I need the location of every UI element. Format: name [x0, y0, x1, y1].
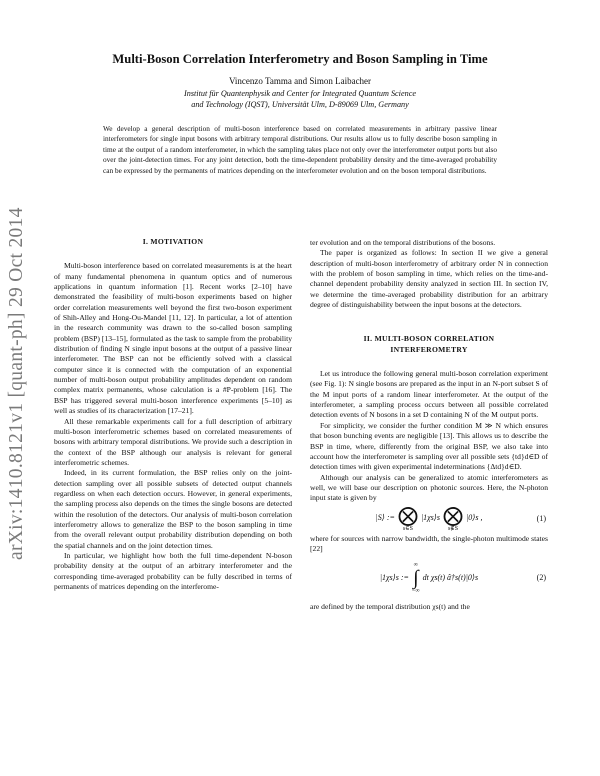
paragraph: ter evolution and on the temporal distributions of the bosons.: [310, 238, 496, 247]
equation-number: (1): [536, 513, 546, 523]
left-column: [54, 237, 292, 592]
eq1-tensor-product-2: ⨂ s∉S: [443, 504, 464, 532]
eq2-upper-limit: ∞: [413, 562, 418, 569]
affiliation-line-1: Institut für Quantenphysik and Center for Integrated Quantum Science: [184, 89, 416, 98]
eq1-sub-2: s∉S: [447, 525, 459, 532]
paper-authors: Vincenzo Tamma and Simon Laibacher: [228, 76, 372, 86]
paragraph: The paper is organized as follows: In section II we give a general description of multi-boson interferometry of arbitrary order N in connection with the problem of boson sampling in time, which relies on the time-and-channel dependent probability density analyzed in section III. In section IV, we determine the time-averaged probability distribution for an arbitrary degree of distinguishability between the input bosons at the detectors.: [310, 248, 548, 310]
equation-2: [310, 554, 548, 602]
paragraph: All these remarkable experiments call for a full description of arbitrary multi-boson interferometric schemes based on correlated measurements of bosons with arbitrary temporal distributions. We provide such a description in the context of the BSP although our analysis is relevant for general interferometric schemes.: [54, 416, 292, 467]
paragraph: For simplicity, we consider the further condition M ≫ N which ensures that boson bunching events are negligible [13]. This allows us to describe the BSP in time, where, differently from the original BSP, we also take into account how the interferometer is sampling over all possible sets {td}d∈D of detection times with given experimental indeterminations {Δtd}d∈D.: [310, 420, 548, 472]
paragraph: Although our analysis can be generalized to atomic interferometers as well, we will base our description on photonic sources. Here, the N-photon input state is given by: [310, 472, 548, 503]
section-heading-multi-boson: [310, 334, 548, 355]
section-heading-motivation: I. MOTIVATION: [142, 237, 204, 246]
eq1-term-1: |1χs⟩s: [420, 513, 441, 523]
paragraph: Indeed, in its current formulation, the BSP relies only on the joint-detection sampling over all possible subsets of detected output channels regardless on when each detection occurs. However, in general experiments, the sampling process also depends on the times the single bosons are detected within the resolution of the detectors. Our analysis of multi-boson correlation interferometry allows to generalize the BSP to the boson sampling in time from the overall relevant output probability distribution depending on both the spatial channels and on the joint detection times.: [54, 468, 292, 550]
eq2-body: dt χs(t) â†s(t)|0⟩s: [422, 573, 479, 583]
eq1-tensor-product-1: ⨂ s∈S: [397, 504, 418, 532]
equation-number: (2): [536, 573, 546, 583]
paragraph: where for sources with narrow bandwidth, the single-photon multimode states [22]: [310, 533, 548, 553]
abstract: We develop a general description of multi-boson interference based on correlated measurements in arbitrary passive linear interferometers for single input bosons with arbitrary temporal distributions. Our results allow us to fully describe boson sampling in time at the output of a random interferometer, in which the sampling takes place not only over the interferometer output ports but also over the joint-detection times. For any joint detection, both the time-dependent probability density and the time-averaged probability can be expressed by the permanents of matrices depending on the interferometer evolution and on the boson temporal distributions.: [103, 124, 497, 175]
eq2-lower-limit: −∞: [411, 588, 420, 595]
paper-title: Multi-Boson Correlation Interferometry and Boson Sampling in Time: [112, 52, 488, 66]
arxiv-identifier: arXiv:1410.8121v1 [quant-ph] 29 Oct 2014: [6, 207, 27, 560]
paragraph: Let us introduce the following general multi-boson correlation experiment (see Fig. 1): N single bosons are prepared as the input in an N-port subset S of the M input ports of a random linear interferometer. At the output of the interferometer, a sampling process occurs between all possible correlated detection events of N bosons in a set D containing N of the M output ports.: [310, 369, 548, 420]
eq2-lhs: |1χs⟩s :=: [379, 573, 409, 583]
paragraph: Multi-boson interference based on correlated measurements is at the heart of many fundamental phenomena in quantum optics and of numerous applications in quantum information [1]. Recent works [2–10] have demonstrated the feasibility of multi-boson experiments based on higher order correlation measurements well beyond the first two-boson experiment of Shih-Alley and Hong-Ou-Mandel [11, 12]. In particular, a lot of attention in the research community was drawn to the so-called boson sampling problem (BSP) [13–15], formulated as the task to sample from the probability distribution of finding N single input bosons at the output of a passive linear interferometer. The BSP can not be efficiently solved with a classical computer since it is connected with the computation of an exponential number of multi-boson output probability amplitudes dependent on random complex matrix permanents, whose calculation is a #P-problem [16]. The BSP has triggered several multi-boson interference experiments [5–10] as well as studies of its characterization [17–21].: [54, 261, 292, 416]
right-column: [310, 238, 548, 613]
eq1-term-2: |0⟩s ,: [466, 513, 483, 523]
equation-1: [310, 504, 548, 534]
paragraph: In particular, we highlight how both the full time-dependent N-boson probability density at the output of an arbitrary interferometer and the corresponding time-averaged probability can be fully described in terms of permanents of matrices depending on the interferome-: [54, 550, 292, 591]
section-heading-line-2: INTERFEROMETRY: [390, 344, 468, 354]
eq1-sub-1: s∈S: [402, 525, 413, 532]
paper-affiliation: [70, 88, 530, 110]
affiliation-line-2: and Technology (IQST), Universität Ulm, D-89069 Ulm, Germany: [191, 100, 409, 109]
eq1-lhs: |S⟩ :=: [375, 513, 395, 523]
section-heading-line-1: II. MULTI-BOSON CORRELATION: [363, 334, 495, 344]
eq2-integral: ∞ ∫ −∞: [411, 562, 420, 595]
paragraph: are defined by the temporal distribution χs(t) and the: [310, 602, 470, 612]
